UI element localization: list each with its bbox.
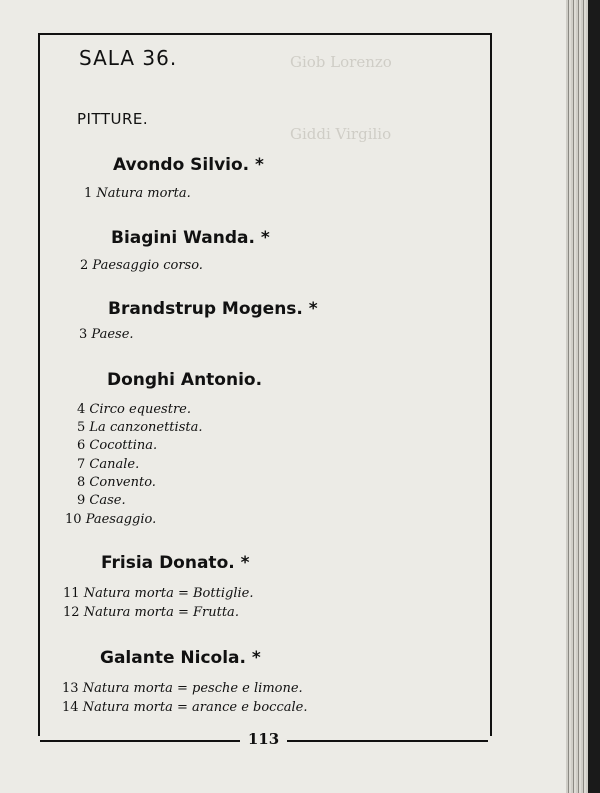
catalog-entry: 9 Case. [77,493,126,508]
catalog-entry: 8 Convento. [77,475,156,490]
artist-heading: Avondo Silvio. * [113,155,264,175]
artist-heading: Galante Nicola. * [100,648,261,668]
catalog-entry: 5 La canzonettista. [77,420,203,435]
footer-rule-left [40,740,240,742]
catalog-entry: 4 Circo equestre. [77,402,191,417]
catalog-entry: 1 Natura morta. [84,186,191,201]
catalog-entry: 13 Natura morta = pesche e limone. [62,681,303,696]
artist-heading: Frisia Donato. * [101,553,250,573]
section-title: PITTURE. [77,110,149,128]
artist-heading: Biagini Wanda. * [111,228,270,248]
catalog-entry: 7 Canale. [77,457,140,472]
page-number: 113 [247,730,280,748]
catalog-entry: 12 Natura morta = Frutta. [63,605,239,620]
catalog-entry: 14 Natura morta = arance e boccale. [62,700,308,715]
artist-heading: Brandstrup Mogens. * [108,299,318,319]
footer-rule-right [287,740,488,742]
catalog-entry: 6 Cocottina. [77,438,158,453]
hall-title: SALA 36. [79,46,178,70]
artist-heading: Donghi Antonio. [107,370,263,390]
bleed-through-text: Giob Lorenzo Giddi Virgilio [290,53,392,143]
catalog-entry: 10 Paesaggio. [65,512,157,527]
book-page-edges [566,0,588,793]
catalog-entry: 2 Paesaggio corso. [80,258,203,273]
catalog-entry: 11 Natura morta = Bottiglie. [63,586,254,601]
catalog-entry: 3 Paese. [79,327,134,342]
